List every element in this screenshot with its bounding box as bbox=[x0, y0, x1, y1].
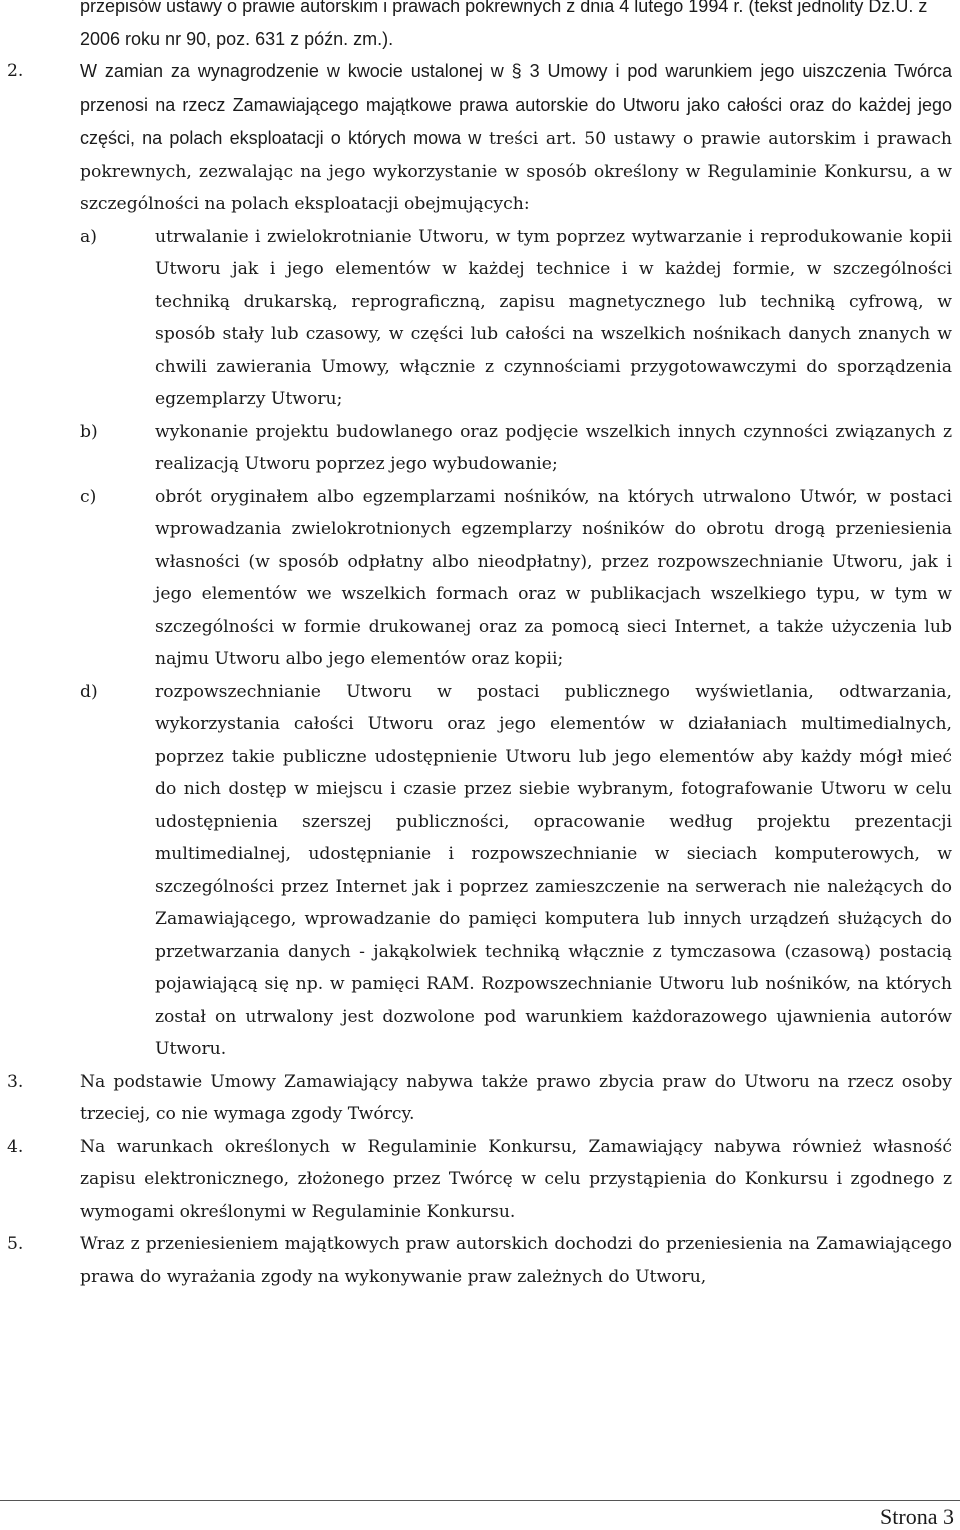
subitem-letter: c) bbox=[80, 486, 97, 507]
point-number: 4. bbox=[7, 1136, 24, 1157]
point-2-lead: W zamian za wynagrodzenie w kwocie ustalonej w § 3 Umowy i pod warunkiem jego uiszczenia Twórca przenosi na rzecz Zamawiającego majątkowe prawa autorskie do Utworu jako całości oraz do każdej jego części, na polach eksploatacji o których mowa w bbox=[80, 61, 952, 148]
subitem-text: obrót oryginałem albo egzemplarzami nośników, na których utrwalono Utwór, w postaci wprowadzania zwielokrotnionych egzemplarzy nośników do obrotu drogą przeniesienia własności (w sposób odpłatny albo nieodpłatny), przez rozpowszechnianie Utworu, jak i jego elementów we wszelkich formach oraz w publikacjach wszelkiego typu, w tym w szczególności w formie drukowanej oraz za pomocą sieci Internet, a także użyczenia lub najmu Utworu albo jego elementów oraz kopii; bbox=[155, 486, 952, 669]
subitem-letter: a) bbox=[80, 226, 97, 247]
point-number: 3. bbox=[7, 1071, 24, 1092]
point-3-text: Na podstawie Umowy Zamawiający nabywa także prawo zbycia praw do Utworu na rzecz osoby trzeciej, co nie wymaga zgody Twórcy. bbox=[80, 1071, 952, 1124]
subitem-text: wykonanie projektu budowlanego oraz podjęcie wszelkich innych czynności związanych z realizacją Utworu poprzez jego wybudowanie; bbox=[155, 421, 952, 474]
subitem-d bbox=[80, 676, 952, 1066]
point-5-text: Wraz z przeniesieniem majątkowych praw autorskich dochodzi do przeniesienia na Zamawiającego prawa do wyrażania zgody na wykonywanie praw zależnych do Utworu, bbox=[80, 1234, 952, 1287]
page-number: Strona 3 bbox=[880, 1504, 954, 1529]
subitem-c bbox=[80, 481, 952, 676]
subitem-letter: d) bbox=[80, 681, 98, 702]
subitem-b bbox=[80, 416, 952, 481]
point-number: 2. bbox=[7, 61, 24, 81]
point-5 bbox=[0, 1228, 960, 1293]
subitem-a bbox=[80, 221, 952, 416]
footer-divider bbox=[0, 1500, 960, 1501]
intro-paragraph: przepisów ustawy o prawie autorskim i prawach pokrewnych z dnia 4 lutego 1994 r. (tekst jednolity Dz.U. z 2006 roku nr 90, poz. 631 z późn. zm.). bbox=[80, 0, 928, 49]
point-2-rest: treści art. 50 ustawy o prawie autorskim i prawach pokrewnych, zezwalając na jego wykorzystanie w sposób określony w Regulaminie Konkursu, a w szczególności na polach eksploatacji obejmujących: bbox=[80, 129, 952, 214]
subitem-text: utrwalanie i zwielokrotnianie Utworu, w tym poprzez wytwarzanie i reprodukowanie kopii Utworu jak i jego elementów w każdej technice i w każdej formie, w szczególności techniką drukarską, reprograficzną, zapisu magnetycznego lub techniką cyfrową, w sposób stały lub czasowy, w części lub całości na wszelkich nośnikach danych znanych w chwili zawierania Umowy, włącznie z czynnościami przygotowawczymi do sporządzenia egzemplarzy Utworu; bbox=[155, 226, 952, 409]
point-2 bbox=[0, 55, 960, 1066]
subitem-letter: b) bbox=[80, 421, 98, 442]
point-4 bbox=[0, 1131, 960, 1229]
point-number: 5. bbox=[7, 1234, 24, 1254]
point-2-text bbox=[80, 55, 952, 221]
point-4-text: Na warunkach określonych w Regulaminie Konkursu, Zamawiający nabywa również własność zapisu elektronicznego, złożonego przez Twórcę w celu przystąpienia do Konkursu i zgodnego z wymogami określonymi w Regulaminie Konkursu. bbox=[80, 1136, 952, 1222]
subitem-text: rozpowszechnianie Utworu w postaci publicznego wyświetlania, odtwarzania, wykorzystania całości Utworu oraz jego elementów w działaniach multimedialnych, poprzez takie publiczne udostępnienie Utworu lub jego elementów aby każdy mógł mieć do nich dostęp w miejscu i czasie przez siebie wybranym, fotografowanie Utworu w celu udostępnienia szerszej publiczności, opracowanie według projektu prezentacji multimedialnej, udostępnianie i rozpowszechnianie w sieciach komputerowych, w szczególności przez Internet jak i poprzez zamieszczenie na serwerach nie należących do Zamawiającego, wprowadzanie do pamięci komputera lub innych urządzeń służących do przetwarzania danych - jakąkolwiek techniką włącznie z tymczasowa (czasową) postacią pojawiającą się np. w pamięci RAM. Rozpowszechnianie Utworu lub nośników, na których został on utrwalony jest dozwolone pod warunkiem każdorazowego ujawnienia autorów Utworu. bbox=[155, 681, 952, 1059]
point-3 bbox=[0, 1066, 960, 1131]
